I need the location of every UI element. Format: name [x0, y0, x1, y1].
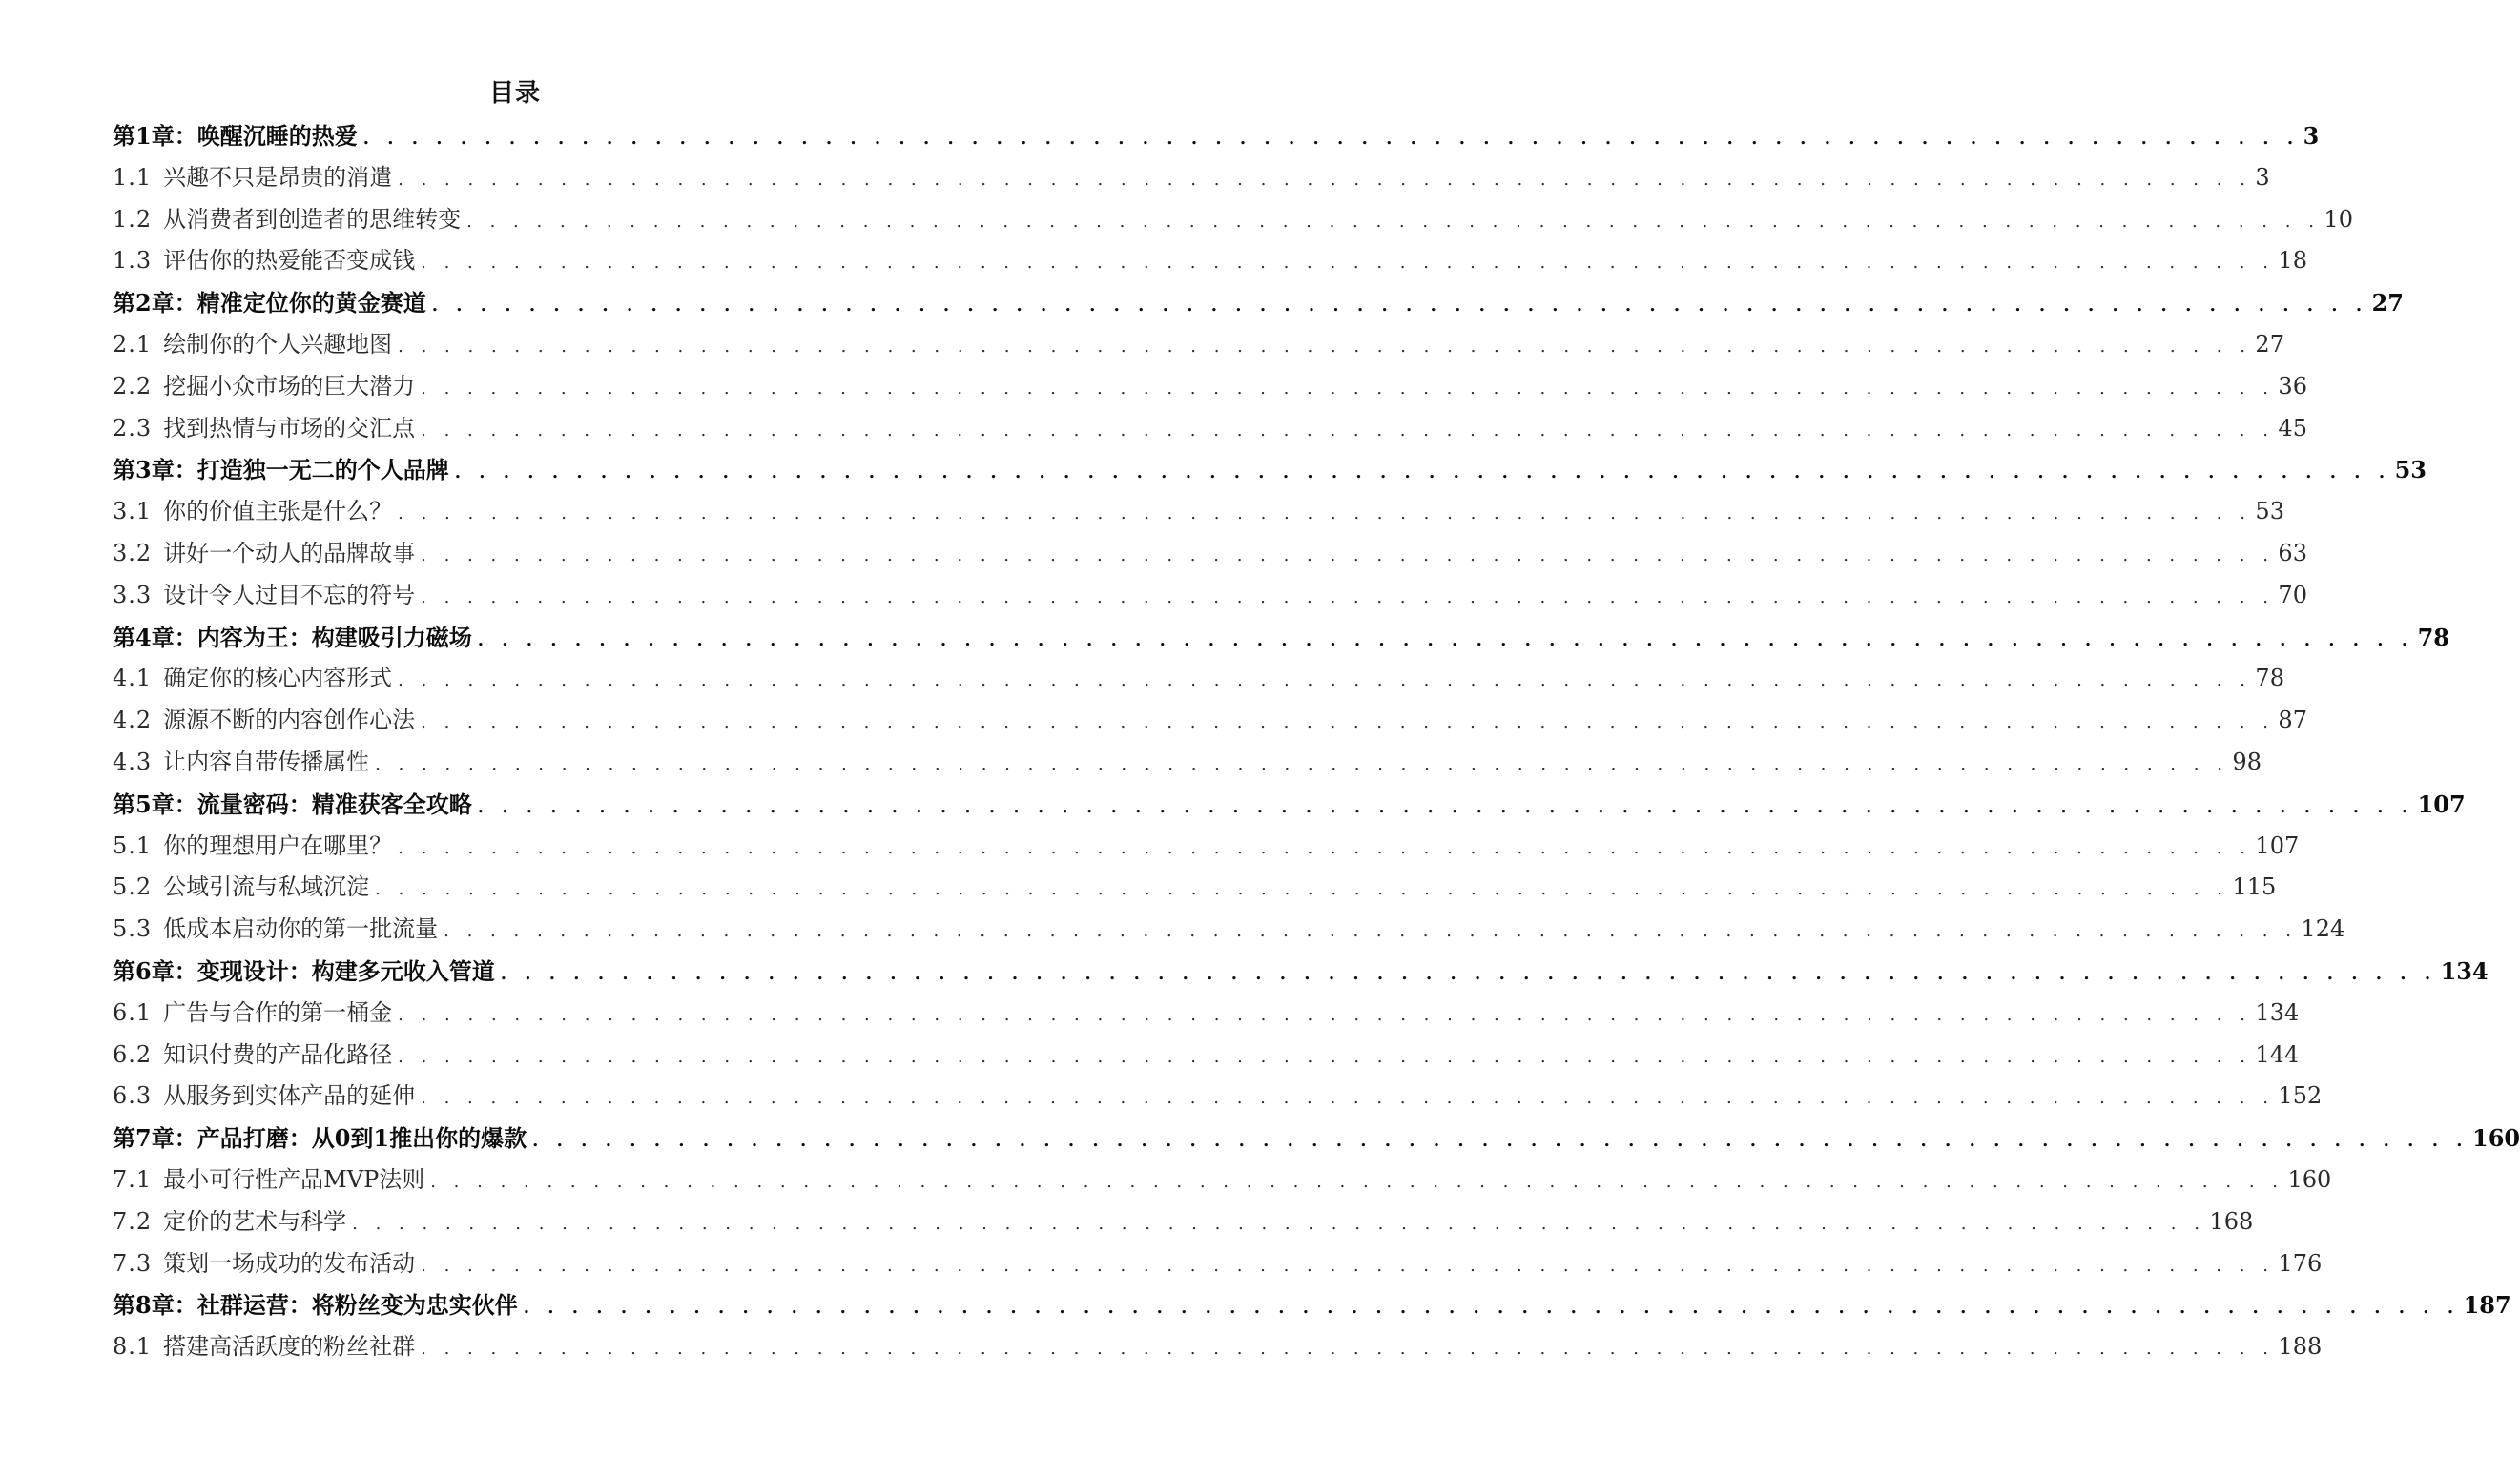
section-title	[113, 240, 415, 282]
section-number: 7.1	[113, 1165, 153, 1193]
section-number: 1.3	[113, 247, 153, 275]
toc-chapter-row	[113, 449, 2427, 491]
section-label: 你的价值主张是什么？	[163, 498, 393, 525]
page-number: 53	[2255, 498, 2284, 525]
section-number: 1.1	[113, 163, 153, 191]
page-number: 63	[2278, 539, 2307, 566]
page-number: 160	[2472, 1124, 2520, 1153]
section-number: 3.3	[113, 581, 153, 608]
page-number: 53	[2394, 456, 2427, 484]
section-title	[113, 742, 369, 784]
section-label: 评估你的热爱能否变成钱	[163, 247, 416, 275]
section-title	[113, 575, 415, 617]
page-number: 27	[2255, 330, 2284, 358]
page-number: 3	[2303, 122, 2320, 150]
dot-leader: . . . . . . . . . . . . . . . . . . . . . . . . . . . . . . . . . . . . . . . . . . . . . . . . . . . . . . . . . . . . . . . . . . . . . . . . . . . . . . . .	[431, 296, 2368, 317]
toc-section-row	[113, 742, 2262, 784]
section-title	[113, 157, 392, 199]
page-number: 45	[2278, 414, 2307, 441]
toc-section-row	[113, 1076, 2323, 1118]
page-number: 10	[2324, 205, 2353, 233]
toc-section-row	[113, 1201, 2254, 1243]
page-number: 188	[2278, 1333, 2323, 1361]
dot-leader: . . . . . . . . . . . . . . . . . . . . . . . . . . . . . . . . . . . . . . . . . . . . . . . . . . . . . . . . . . . . . . . . . . . . . . . . . . . . . . . .	[398, 1004, 2252, 1025]
toc-section-row	[113, 993, 2300, 1035]
section-number: 5.3	[113, 915, 153, 943]
section-label: 你的理想用户在哪里？	[163, 831, 393, 859]
section-label: 搭建高活跃度的粉丝社群	[163, 1333, 416, 1361]
page-number: 78	[2417, 623, 2449, 651]
toc-chapter-row	[113, 951, 2489, 993]
section-number: 5.1	[113, 831, 153, 859]
page-number: 115	[2232, 873, 2277, 901]
section-number: 6.1	[113, 998, 153, 1026]
toc-section-row	[113, 199, 2353, 241]
section-number: 4.3	[113, 748, 153, 775]
section-number: 1.2	[113, 205, 153, 233]
toc-section-row	[113, 533, 2307, 575]
section-number: 2.3	[113, 414, 153, 441]
section-number: 7.2	[113, 1207, 153, 1235]
section-label: 兴趣不只是昂贵的消遣	[163, 163, 393, 191]
toc-title: 目录	[488, 79, 541, 108]
dot-leader: . . . . . . . . . . . . . . . . . . . . . . . . . . . . . . . . . . . . . . . . . . . . . . . . . . . . . . . . . . . . . . . . . . . . . . . . . . . . . . . .	[398, 837, 2252, 858]
section-title	[113, 408, 415, 450]
page-number: 160	[2287, 1165, 2332, 1193]
page-number: 107	[2417, 790, 2466, 818]
dot-leader: . . . . . . . . . . . . . . . . . . . . . . . . . . . . . . . . . . . . . . . . . . . . . . . . . . . . . . . . . . . . . . . . . . . . . . . . . . . . . . . .	[444, 921, 2298, 942]
section-title	[113, 366, 415, 408]
page-number: 124	[2301, 915, 2345, 943]
chapter-title: 第2章：精准定位你的黄金赛道	[113, 289, 426, 318]
section-label: 策划一场成功的发布活动	[163, 1249, 416, 1277]
chapter-title: 第8章：社群运营：将粉丝变为忠实伙伴	[113, 1291, 518, 1320]
dot-leader: . . . . . . . . . . . . . . . . . . . . . . . . . . . . . . . . . . . . . . . . . . . . . . . . . . . . . . . . . . . . . . . . . . . . . . . . . . . . . . . .	[454, 462, 2391, 483]
dot-leader: . . . . . . . . . . . . . . . . . . . . . . . . . . . . . . . . . . . . . . . . . . . . . . . . . . . . . . . . . . . . . . . . . . . . . . . . . . . . . . . .	[466, 211, 2321, 232]
toc-section-row	[113, 575, 2307, 617]
section-number: 6.3	[113, 1082, 153, 1110]
section-title	[113, 1201, 346, 1243]
page-number: 87	[2278, 707, 2307, 734]
toc-chapter-row	[113, 617, 2449, 659]
dot-leader: . . . . . . . . . . . . . . . . . . . . . . . . . . . . . . . . . . . . . . . . . . . . . . . . . . . . . . . . . . . . . . . . . . . . . . . . . . . . . . . .	[421, 1339, 2275, 1360]
toc-section-row	[113, 867, 2277, 909]
section-number: 7.3	[113, 1249, 153, 1277]
section-number: 3.2	[113, 539, 153, 566]
chapter-title: 第7章：产品打磨：从0到1推出你的爆款	[113, 1124, 527, 1153]
page-number: 152	[2278, 1082, 2323, 1110]
dot-leader: . . . . . . . . . . . . . . . . . . . . . . . . . . . . . . . . . . . . . . . . . . . . . . . . . . . . . . . . . . . . . . . . . . . . . . . . . . . . . . . .	[421, 1088, 2275, 1109]
dot-leader: . . . . . . . . . . . . . . . . . . . . . . . . . . . . . . . . . . . . . . . . . . . . . . . . . . . . . . . . . . . . . . . . . . . . . . . . . . . . . . . .	[430, 1171, 2284, 1192]
section-title	[113, 826, 392, 868]
toc-section-row	[113, 909, 2345, 951]
dot-leader: . . . . . . . . . . . . . . . . . . . . . . . . . . . . . . . . . . . . . . . . . . . . . . . . . . . . . . . . . . . . . . . . . . . . . . . . . . . . . . . .	[532, 1131, 2468, 1152]
dot-leader: . . . . . . . . . . . . . . . . . . . . . . . . . . . . . . . . . . . . . . . . . . . . . . . . . . . . . . . . . . . . . . . . . . . . . . . . . . . . . . . .	[421, 712, 2275, 733]
dot-leader: . . . . . . . . . . . . . . . . . . . . . . . . . . . . . . . . . . . . . . . . . . . . . . . . . . . . . . . . . . . . . . . . . . . . . . . . . . . . . . . .	[421, 420, 2275, 441]
section-number: 4.1	[113, 665, 153, 692]
dot-leader: . . . . . . . . . . . . . . . . . . . . . . . . . . . . . . . . . . . . . . . . . . . . . . . . . . . . . . . . . . . . . . . . . . . . . . . . . . . . . . . .	[477, 629, 2414, 650]
dot-leader: . . . . . . . . . . . . . . . . . . . . . . . . . . . . . . . . . . . . . . . . . . . . . . . . . . . . . . . . . . . . . . . . . . . . . . . . . . . . . . . .	[375, 879, 2229, 900]
section-label: 设计令人过目不忘的符号	[163, 581, 416, 608]
toc-section-row	[113, 408, 2307, 450]
page-number: 134	[2255, 998, 2300, 1026]
section-title	[113, 324, 392, 366]
section-title	[113, 867, 369, 909]
page-number: 70	[2278, 581, 2307, 608]
page-number: 27	[2371, 289, 2404, 318]
section-title	[113, 1076, 415, 1118]
section-label: 低成本启动你的第一批流量	[163, 915, 439, 943]
section-label: 从消费者到创造者的思维转变	[163, 205, 462, 233]
section-label: 知识付费的产品化路径	[163, 1040, 393, 1068]
section-title	[113, 199, 461, 241]
section-title	[113, 533, 415, 575]
section-label: 广告与合作的第一桶金	[163, 998, 393, 1026]
section-title	[113, 993, 392, 1035]
dot-leader: . . . . . . . . . . . . . . . . . . . . . . . . . . . . . . . . . . . . . . . . . . . . . . . . . . . . . . . . . . . . . . . . . . . . . . . . . . . . . . . .	[398, 503, 2252, 524]
page-number: 18	[2278, 247, 2307, 275]
chapter-title: 第4章：内容为王：构建吸引力磁场	[113, 623, 472, 651]
section-title	[113, 1159, 424, 1201]
page-number: 187	[2463, 1291, 2511, 1320]
dot-leader: . . . . . . . . . . . . . . . . . . . . . . . . . . . . . . . . . . . . . . . . . . . . . . . . . . . . . . . . . . . . . . . . . . . . . . . . . . . . . . . .	[421, 586, 2275, 607]
section-title	[113, 1326, 415, 1368]
chapter-title: 第1章：唤醒沉睡的热爱	[113, 122, 358, 150]
page-number: 144	[2255, 1040, 2300, 1068]
section-number: 2.2	[113, 372, 153, 400]
dot-leader: . . . . . . . . . . . . . . . . . . . . . . . . . . . . . . . . . . . . . . . . . . . . . . . . . . . . . . . . . . . . . . . . . . . . . . . . . . . . . . . .	[398, 1046, 2252, 1067]
section-title	[113, 1035, 392, 1077]
chapter-title: 第5章：流量密码：精准获客全攻略	[113, 790, 472, 818]
chapter-title: 第3章：打造独一无二的个人品牌	[113, 456, 449, 484]
toc-section-row	[113, 366, 2307, 408]
section-label: 定价的艺术与科学	[163, 1207, 347, 1235]
dot-leader: . . . . . . . . . . . . . . . . . . . . . . . . . . . . . . . . . . . . . . . . . . . . . . . . . . . . . . . . . . . . . . . . . . . . . . . . . . . . . . . .	[362, 129, 2300, 149]
section-title	[113, 1243, 415, 1285]
toc-section-row	[113, 1159, 2332, 1201]
toc-section-row	[113, 1035, 2300, 1077]
dot-leader: . . . . . . . . . . . . . . . . . . . . . . . . . . . . . . . . . . . . . . . . . . . . . . . . . . . . . . . . . . . . . . . . . . . . . . . . . . . . . . . .	[421, 378, 2275, 399]
section-label: 确定你的核心内容形式	[163, 665, 393, 692]
section-number: 4.2	[113, 707, 153, 734]
section-number: 6.2	[113, 1040, 153, 1068]
section-title	[113, 491, 392, 533]
section-number: 8.1	[113, 1333, 153, 1361]
dot-leader: . . . . . . . . . . . . . . . . . . . . . . . . . . . . . . . . . . . . . . . . . . . . . . . . . . . . . . . . . . . . . . . . . . . . . . . . . . . . . . . .	[477, 796, 2414, 817]
section-label: 挖掘小众市场的巨大潜力	[163, 372, 416, 400]
section-number: 5.2	[113, 873, 153, 901]
section-title	[113, 909, 438, 951]
page-number: 36	[2278, 372, 2307, 400]
page-number: 3	[2255, 163, 2270, 191]
dot-leader: . . . . . . . . . . . . . . . . . . . . . . . . . . . . . . . . . . . . . . . . . . . . . . . . . . . . . . . . . . . . . . . . . . . . . . . . . . . . . . . .	[421, 544, 2275, 565]
section-title	[113, 658, 392, 700]
page-number: 78	[2255, 665, 2284, 692]
section-number: 3.1	[113, 498, 153, 525]
section-label: 最小可行性产品MVP法则	[163, 1165, 425, 1193]
section-number: 2.1	[113, 330, 153, 358]
dot-leader: . . . . . . . . . . . . . . . . . . . . . . . . . . . . . . . . . . . . . . . . . . . . . . . . . . . . . . . . . . . . . . . . . . . . . . . . . . . . . . . .	[523, 1298, 2460, 1319]
toc-section-row	[113, 1243, 2323, 1285]
toc-chapter-row	[113, 1284, 2511, 1326]
page-number: 107	[2255, 831, 2300, 859]
toc-chapter-row	[113, 115, 2320, 157]
toc-section-row	[113, 324, 2284, 366]
toc-section-row	[113, 1326, 2323, 1368]
page-number: 98	[2232, 748, 2262, 775]
section-label: 公域引流与私域沉淀	[163, 873, 370, 901]
dot-leader: . . . . . . . . . . . . . . . . . . . . . . . . . . . . . . . . . . . . . . . . . . . . . . . . . . . . . . . . . . . . . . . . . . . . . . . . . . . . . . . .	[352, 1213, 2206, 1234]
page-number: 176	[2278, 1249, 2323, 1277]
toc-chapter-row	[113, 1118, 2520, 1159]
dot-leader: . . . . . . . . . . . . . . . . . . . . . . . . . . . . . . . . . . . . . . . . . . . . . . . . . . . . . . . . . . . . . . . . . . . . . . . . . . . . . . . .	[398, 169, 2252, 190]
toc-chapter-row	[113, 784, 2466, 826]
toc-list	[113, 115, 2520, 1368]
dot-leader: . . . . . . . . . . . . . . . . . . . . . . . . . . . . . . . . . . . . . . . . . . . . . . . . . . . . . . . . . . . . . . . . . . . . . . . . . . . . . . . .	[398, 336, 2252, 357]
dot-leader: . . . . . . . . . . . . . . . . . . . . . . . . . . . . . . . . . . . . . . . . . . . . . . . . . . . . . . . . . . . . . . . . . . . . . . . . . . . . . . . .	[421, 253, 2275, 274]
page-number: 168	[2209, 1207, 2254, 1235]
section-label: 讲好一个动人的品牌故事	[163, 539, 416, 566]
toc-section-row	[113, 491, 2284, 533]
toc-chapter-row	[113, 282, 2404, 324]
toc-section-row	[113, 157, 2270, 199]
dot-leader: . . . . . . . . . . . . . . . . . . . . . . . . . . . . . . . . . . . . . . . . . . . . . . . . . . . . . . . . . . . . . . . . . . . . . . . . . . . . . . . .	[421, 1255, 2275, 1276]
page-number: 134	[2440, 956, 2489, 985]
section-label: 绘制你的个人兴趣地图	[163, 330, 393, 358]
section-title	[113, 700, 415, 742]
chapter-title: 第6章：变现设计：构建多元收入管道	[113, 956, 495, 985]
toc-section-row	[113, 658, 2284, 700]
section-label: 让内容自带传播属性	[163, 748, 370, 775]
toc-section-row	[113, 240, 2307, 282]
section-label: 从服务到实体产品的延伸	[163, 1082, 416, 1110]
dot-leader: . . . . . . . . . . . . . . . . . . . . . . . . . . . . . . . . . . . . . . . . . . . . . . . . . . . . . . . . . . . . . . . . . . . . . . . . . . . . . . . .	[500, 963, 2437, 984]
dot-leader: . . . . . . . . . . . . . . . . . . . . . . . . . . . . . . . . . . . . . . . . . . . . . . . . . . . . . . . . . . . . . . . . . . . . . . . . . . . . . . . .	[375, 753, 2229, 774]
dot-leader: . . . . . . . . . . . . . . . . . . . . . . . . . . . . . . . . . . . . . . . . . . . . . . . . . . . . . . . . . . . . . . . . . . . . . . . . . . . . . . . .	[398, 670, 2252, 691]
section-label: 找到热情与市场的交汇点	[163, 414, 416, 441]
toc-section-row	[113, 700, 2307, 742]
section-label: 源源不断的内容创作心法	[163, 707, 416, 734]
toc-section-row	[113, 826, 2300, 868]
